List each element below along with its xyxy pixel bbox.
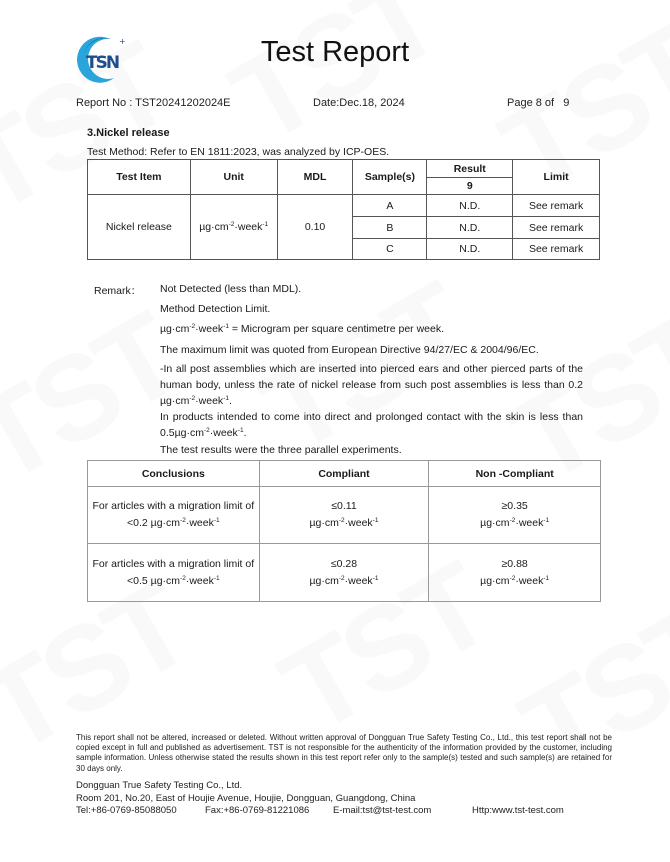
- company-name: Dongguan True Safety Testing Co., Ltd.: [76, 780, 243, 791]
- company-website[interactable]: Http:www.tst-test.com: [472, 805, 564, 816]
- header-compliant: Compliant: [259, 461, 429, 487]
- result-cell: N.D.: [427, 195, 513, 217]
- header-result: Result: [427, 160, 513, 178]
- page-number: Page 8 of 9: [507, 97, 570, 109]
- results-table: [87, 159, 600, 260]
- conclusions-table: [87, 460, 601, 602]
- remark-unit-definition: $\mu g\cdot cm^{-2}\cdot week^{-1}$ = Microgram per square centimetre per week.: [160, 323, 445, 335]
- result-cell: N.D.: [427, 217, 513, 239]
- table-row: [88, 487, 601, 544]
- svg-text:TSN: TSN: [86, 53, 119, 73]
- remark-parallel: The test results were the three parallel experiments.: [160, 444, 402, 456]
- header-non-compliant: Non -Compliant: [429, 461, 601, 487]
- company-fax: Fax:+86-0769-81221086: [205, 805, 310, 816]
- header-result-sub: 9: [427, 178, 513, 195]
- report-number: Report No : TST20241202024E: [76, 97, 231, 109]
- header-limit: Limit: [513, 160, 600, 195]
- section-title: 3.Nickel release: [87, 127, 170, 139]
- sample-cell: A: [353, 195, 427, 217]
- compliant-cell: ≤0.11 $\mu g\cdot cm^{-2}\cdot week^{-1}$: [259, 487, 429, 544]
- company-email[interactable]: E-mail:tst@tst-test.com: [333, 805, 432, 816]
- compliant-cell: ≤0.28 $\mu g\cdot cm^{-2}\cdot week^{-1}$: [259, 544, 429, 602]
- remark-mdl: Method Detection Limit.: [160, 303, 271, 315]
- svg-text:+: +: [119, 37, 126, 46]
- conclusion-cell: For articles with a migration limit of <0.5 $\mu g\cdot cm^{-2}\cdot week^{-1}$: [88, 544, 260, 602]
- remark-label: Remark：: [94, 285, 142, 297]
- sample-cell: B: [353, 217, 427, 239]
- remark-nd: Not Detected (less than MDL).: [160, 283, 302, 295]
- remark-post-assemblies: -In all post assemblies which are inserted into pierced ears and other pierced parts of the human body, unless the rate of nickel release from such post assemblies is less than 0.2 $\mu g\cdot cm^{-2}\cdot week^{-1}$.: [160, 363, 583, 407]
- test-method: Test Method: Refer to EN 1811:2023, was analyzed by ICP-OES.: [87, 146, 390, 158]
- test-item-cell: Nickel release: [88, 195, 191, 260]
- sample-cell: C: [353, 239, 427, 260]
- remark-max-limit: The maximum limit was quoted from European Directive 94/27/EC & 2004/96/EC.: [160, 344, 539, 356]
- header-unit: Unit: [190, 160, 277, 195]
- remark-prolonged-contact: In products intended to come into direct and prolonged contact with the skin is less than $0.5\mu g\cdot cm^{-2}\cdot week^{-1}$.: [160, 411, 583, 439]
- table-row: [88, 195, 600, 217]
- result-cell: N.D.: [427, 239, 513, 260]
- limit-cell: See remark: [513, 195, 600, 217]
- non-compliant-cell: ≥0.35 $\mu g\cdot cm^{-2}\cdot week^{-1}$: [429, 487, 601, 544]
- header-conclusions: Conclusions: [88, 461, 260, 487]
- page-title: Test Report: [260, 36, 410, 68]
- header-test-item: Test Item: [88, 160, 191, 195]
- conclusion-cell: For articles with a migration limit of <0.2 $\mu g\cdot cm^{-2}\cdot week^{-1}$: [88, 487, 260, 544]
- limit-cell: See remark: [513, 239, 600, 260]
- non-compliant-cell: ≥0.88 $\mu g\cdot cm^{-2}\cdot week^{-1}$: [429, 544, 601, 602]
- header-mdl: MDL: [277, 160, 353, 195]
- limit-cell: See remark: [513, 217, 600, 239]
- mdl-cell: 0.10: [277, 195, 353, 260]
- disclaimer: This report shall not be altered, increased or deleted. Without written approval of Dongguan True Safety Testing Co., Ltd., this test report shall not be copied except in full and published as advertisement. TST is not responsible for the authenticity of the information provided by the customer, including sample information. Unless otherwise stated the results shown in this test report refer only to the sample(s) tested and such sample(s) are retained for 30 days only.: [76, 733, 612, 773]
- report-date: Date:Dec.18, 2024: [313, 97, 405, 109]
- header-samples: Sample(s): [353, 160, 427, 195]
- table-row: [88, 544, 601, 602]
- company-address: Room 201, No.20, East of Houjie Avenue, Houjie, Dongguan, Guangdong, China: [76, 793, 416, 804]
- company-tel: Tel:+86-0769-85088050: [76, 805, 177, 816]
- unit-cell: $\mu g\cdot cm^{-2}\cdot week^{-1}$: [190, 195, 277, 260]
